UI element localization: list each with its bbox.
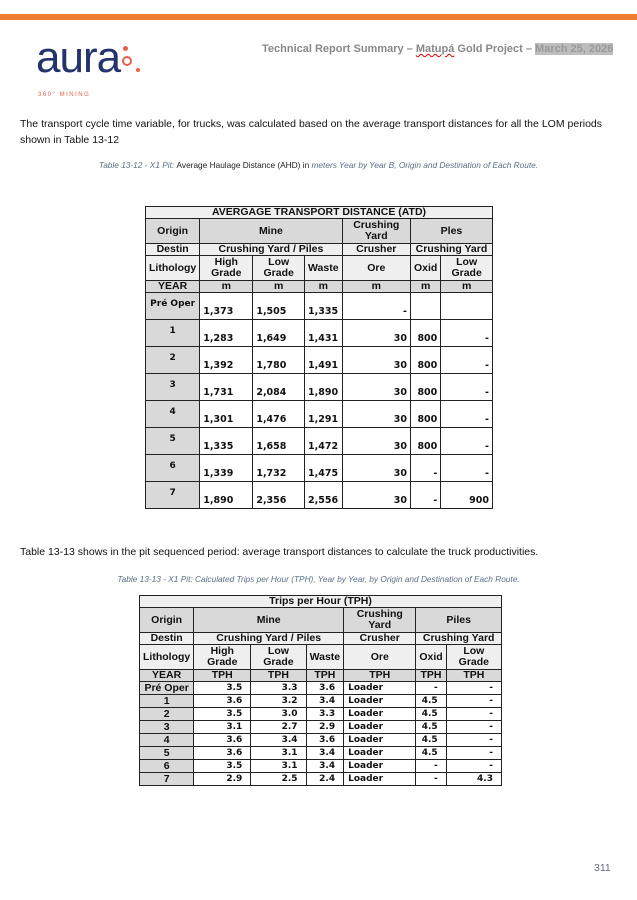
value-cell: 800 <box>410 320 440 347</box>
year-cell: 5 <box>140 747 194 760</box>
table-row <box>140 747 502 760</box>
lithology-header: Ore <box>344 645 416 670</box>
table-row <box>146 455 493 482</box>
destin-row <box>140 633 502 645</box>
value-cell: 3.6 <box>194 695 251 708</box>
value-cell: 3.1 <box>251 760 306 773</box>
lithology-header: Oxid <box>416 645 446 670</box>
value-cell: 4.5 <box>416 721 446 734</box>
value-cell: 2,356 <box>253 482 305 509</box>
destin-crushing-yard-piles: Crushing Yard / Piles <box>194 633 344 645</box>
logo-word: aura <box>36 33 121 82</box>
value-cell: 2.9 <box>306 721 344 734</box>
value-cell: - <box>446 747 501 760</box>
table-title: Trips per Hour (TPH) <box>140 596 502 608</box>
lithology-header: Waste <box>306 645 344 670</box>
value-cell: 30 <box>342 401 410 428</box>
value-cell: Loader <box>344 708 416 721</box>
value-cell: 3.6 <box>306 682 344 695</box>
caption-label: Table 13-12 - X1 Pit: <box>98 160 177 170</box>
header-date: March 25, 2026 <box>535 43 614 55</box>
header-accent-bar <box>0 14 637 20</box>
table-row <box>140 760 502 773</box>
value-cell: - <box>446 734 501 747</box>
table-13-13-caption <box>0 574 637 584</box>
value-cell: 1,505 <box>253 293 305 320</box>
table-row <box>140 682 502 695</box>
value-cell: - <box>441 401 493 428</box>
lithology-label: Lithology <box>146 256 200 281</box>
header-text: Technical Report Summary – <box>262 43 416 55</box>
logo-tagline: 360° MINING <box>38 92 91 98</box>
value-cell: - <box>416 760 446 773</box>
destin-label: Destin <box>140 633 194 645</box>
value-cell: Loader <box>344 773 416 786</box>
origin-row <box>140 608 502 633</box>
value-cell: 1,780 <box>253 347 305 374</box>
value-cell: 4.5 <box>416 695 446 708</box>
year-label: YEAR <box>140 670 194 682</box>
value-cell: 1,339 <box>200 455 253 482</box>
value-cell: Loader <box>344 695 416 708</box>
table-13-12-caption <box>0 160 637 170</box>
value-cell: 3.6 <box>194 734 251 747</box>
value-cell: 800 <box>410 401 440 428</box>
value-cell: Loader <box>344 734 416 747</box>
logo-ring <box>122 56 132 66</box>
unit-header: TPH <box>446 670 501 682</box>
unit-header: m <box>441 281 493 293</box>
value-cell: 3.0 <box>251 708 306 721</box>
value-cell: - <box>446 721 501 734</box>
year-cell: Pré Oper <box>146 293 200 320</box>
value-cell: 2.5 <box>251 773 306 786</box>
origin-piles: Piles <box>416 608 502 633</box>
year-cell: 3 <box>140 721 194 734</box>
year-cell: 5 <box>146 428 200 455</box>
unit-header: TPH <box>344 670 416 682</box>
lithology-header: Oxid <box>410 256 440 281</box>
aura-logo <box>36 24 156 98</box>
table-row <box>146 320 493 347</box>
value-cell: 1,373 <box>200 293 253 320</box>
lithology-row <box>146 256 493 281</box>
lithology-header: Low Grade <box>251 645 306 670</box>
year-cell: 7 <box>140 773 194 786</box>
value-cell: 1,392 <box>200 347 253 374</box>
unit-header: m <box>410 281 440 293</box>
year-cell: 3 <box>146 374 200 401</box>
value-cell: 1,491 <box>305 347 343 374</box>
value-cell: 800 <box>410 374 440 401</box>
value-cell: 30 <box>342 374 410 401</box>
value-cell: - <box>410 455 440 482</box>
value-cell: - <box>446 682 501 695</box>
value-cell: 4.3 <box>446 773 501 786</box>
table-row <box>146 401 493 428</box>
destin-label: Destin <box>146 244 200 256</box>
value-cell: 1,731 <box>200 374 253 401</box>
value-cell: - <box>416 682 446 695</box>
value-cell: 1,476 <box>253 401 305 428</box>
value-cell: 1,649 <box>253 320 305 347</box>
year-cell: 6 <box>140 760 194 773</box>
caption-text: meters Year by Year B, Origin and Destination of Each Route. <box>311 160 539 170</box>
table-title: AVERGAGE TRANSPORT DISTANCE (ATD) <box>146 207 493 219</box>
value-cell: 3.6 <box>194 747 251 760</box>
table-row <box>146 428 493 455</box>
value-cell: 800 <box>410 428 440 455</box>
value-cell: - <box>446 708 501 721</box>
lithology-header: Low Grade <box>441 256 493 281</box>
value-cell: 1,335 <box>305 293 343 320</box>
value-cell: 3.2 <box>251 695 306 708</box>
value-cell: 30 <box>342 347 410 374</box>
value-cell: 3.3 <box>251 682 306 695</box>
caption-text: Table 13-13 - X1 Pit: Calculated Trips per Hour (TPH), Year by Year, by Origin and Destination of Each Route. <box>117 574 520 584</box>
origin-mine: Mine <box>194 608 344 633</box>
lithology-header: Waste <box>305 256 343 281</box>
logo-dot <box>136 68 140 72</box>
value-cell: 1,283 <box>200 320 253 347</box>
value-cell: 3.4 <box>306 695 344 708</box>
unit-header: m <box>200 281 253 293</box>
value-cell <box>441 293 493 320</box>
table-row <box>140 773 502 786</box>
value-cell: Loader <box>344 682 416 695</box>
year-cell: 1 <box>146 320 200 347</box>
value-cell <box>410 293 440 320</box>
year-cell: 7 <box>146 482 200 509</box>
origin-crushing-yard: Crushing Yard <box>344 608 416 633</box>
table-title-row <box>140 596 502 608</box>
unit-header: TPH <box>306 670 344 682</box>
value-cell: 3.4 <box>306 760 344 773</box>
origin-row <box>146 219 493 244</box>
lithology-row <box>140 645 502 670</box>
year-cell: 4 <box>140 734 194 747</box>
value-cell: 3.4 <box>251 734 306 747</box>
table-row <box>140 721 502 734</box>
value-cell: 4.5 <box>416 734 446 747</box>
value-cell: 30 <box>342 482 410 509</box>
value-cell: 3.4 <box>306 747 344 760</box>
year-cell: Pré Oper <box>140 682 194 695</box>
table-row <box>140 734 502 747</box>
origin-label: Origin <box>146 219 200 244</box>
value-cell: 3.5 <box>194 708 251 721</box>
value-cell: 4.5 <box>416 747 446 760</box>
value-cell: 1,890 <box>200 482 253 509</box>
origin-piles: Ples <box>410 219 492 244</box>
destin-crusher: Crusher <box>344 633 416 645</box>
table-row <box>140 708 502 721</box>
table-row <box>146 293 493 320</box>
lithology-header: High Grade <box>194 645 251 670</box>
value-cell: 1,335 <box>200 428 253 455</box>
table-row <box>146 347 493 374</box>
value-cell: 2,556 <box>305 482 343 509</box>
value-cell: 1,472 <box>305 428 343 455</box>
value-cell: 4.5 <box>416 708 446 721</box>
destin-crushing-yard-piles: Crushing Yard / Piles <box>200 244 342 256</box>
value-cell: - <box>410 482 440 509</box>
value-cell: 30 <box>342 428 410 455</box>
destin-crusher: Crusher <box>342 244 410 256</box>
lithology-header: Low Grade <box>253 256 305 281</box>
value-cell: - <box>441 374 493 401</box>
lithology-label: Lithology <box>140 645 194 670</box>
value-cell: 1,475 <box>305 455 343 482</box>
unit-header: TPH <box>416 670 446 682</box>
value-cell: Loader <box>344 747 416 760</box>
value-cell: Loader <box>344 721 416 734</box>
value-cell: 1,658 <box>253 428 305 455</box>
table-row <box>140 695 502 708</box>
logo-dot <box>123 46 128 51</box>
second-paragraph: Table 13-13 shows in the pit sequenced period: average transport distances to calculate the truck productivities. <box>20 546 539 558</box>
destin-crushing-yard: Crushing Yard <box>416 633 502 645</box>
value-cell: 800 <box>410 347 440 374</box>
value-cell: - <box>441 320 493 347</box>
value-cell: - <box>441 347 493 374</box>
unit-header: m <box>305 281 343 293</box>
page-number: 311 <box>594 862 611 874</box>
lithology-header: High Grade <box>200 256 253 281</box>
value-cell: 3.5 <box>194 682 251 695</box>
value-cell: - <box>441 455 493 482</box>
caption-text: Average Haulage Distance (AHD) in <box>176 160 312 170</box>
value-cell: 2.9 <box>194 773 251 786</box>
value-cell: 1,732 <box>253 455 305 482</box>
value-cell: 1,890 <box>305 374 343 401</box>
year-cell: 2 <box>146 347 200 374</box>
origin-mine: Mine <box>200 219 342 244</box>
value-cell: 3.1 <box>194 721 251 734</box>
value-cell: 3.6 <box>306 734 344 747</box>
lithology-header: Ore <box>342 256 410 281</box>
unit-header: m <box>342 281 410 293</box>
value-cell: 2.7 <box>251 721 306 734</box>
table-title-row <box>146 207 493 219</box>
destin-row <box>146 244 493 256</box>
value-cell: 3.3 <box>306 708 344 721</box>
unit-header: TPH <box>251 670 306 682</box>
table-row <box>146 482 493 509</box>
report-header-title <box>262 43 613 55</box>
value-cell: 3.1 <box>251 747 306 760</box>
unit-row <box>146 281 493 293</box>
year-cell: 2 <box>140 708 194 721</box>
unit-row <box>140 670 502 682</box>
header-project: Matupá <box>415 43 455 55</box>
destin-crushing-yard: Crushing Yard <box>410 244 492 256</box>
year-cell: 4 <box>146 401 200 428</box>
value-cell: 1,301 <box>200 401 253 428</box>
value-cell: 2,084 <box>253 374 305 401</box>
tph-table <box>139 595 502 786</box>
year-label: YEAR <box>146 281 200 293</box>
atd-table <box>145 206 493 509</box>
value-cell: 900 <box>441 482 493 509</box>
value-cell: - <box>446 760 501 773</box>
value-cell: 3.5 <box>194 760 251 773</box>
unit-header: m <box>253 281 305 293</box>
value-cell: 1,431 <box>305 320 343 347</box>
year-cell: 6 <box>146 455 200 482</box>
origin-label: Origin <box>140 608 194 633</box>
value-cell: - <box>342 293 410 320</box>
value-cell: 1,291 <box>305 401 343 428</box>
value-cell: Loader <box>344 760 416 773</box>
value-cell: 2.4 <box>306 773 344 786</box>
value-cell: 30 <box>342 320 410 347</box>
intro-paragraph: The transport cycle time variable, for trucks, was calculated based on the average transport distances for all the LOM periods shown in Table 13-12 <box>20 118 602 146</box>
value-cell: - <box>441 428 493 455</box>
lithology-header: Low Grade <box>446 645 501 670</box>
value-cell: 30 <box>342 455 410 482</box>
table-row <box>146 374 493 401</box>
origin-crushing-yard: Crushing Yard <box>342 219 410 244</box>
year-cell: 1 <box>140 695 194 708</box>
unit-header: TPH <box>194 670 251 682</box>
value-cell: - <box>416 773 446 786</box>
header-text: Gold Project – <box>454 43 536 55</box>
value-cell: - <box>446 695 501 708</box>
